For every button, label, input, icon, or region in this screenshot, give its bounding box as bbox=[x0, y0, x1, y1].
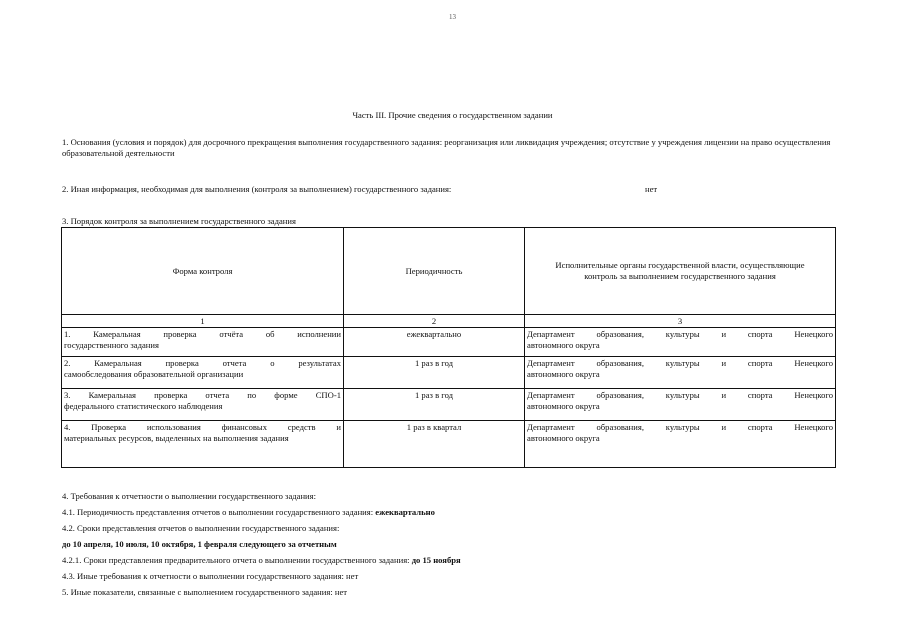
column-number: 2 bbox=[344, 315, 525, 328]
section-4-1-value: ежеквартально bbox=[375, 507, 435, 517]
section-4-2-value: до 10 апреля, 10 июля, 10 октября, 1 февраля следующего за отчетным bbox=[62, 539, 337, 549]
table-row bbox=[62, 328, 836, 357]
section-3-title: 3. Порядок контроля за выполнением государственного задания bbox=[62, 216, 296, 226]
table-number-row bbox=[62, 315, 836, 328]
section-4-title: 4. Требования к отчетности о выполнении государственного задания: bbox=[62, 491, 316, 501]
column-number: 1 bbox=[62, 315, 344, 328]
page-number: 13 bbox=[449, 13, 456, 21]
control-form-cell: 3. Камеральная проверка отчета по форме СПО-1 федерального статистического наблюдения bbox=[62, 389, 344, 421]
section-2-value: нет bbox=[645, 184, 658, 194]
header-organs bbox=[525, 228, 836, 315]
period-cell: 1 раз в квартал bbox=[344, 421, 525, 468]
organ-cell: Департамент образования, культуры и спорта Ненецкого автономного округа bbox=[525, 328, 836, 357]
control-form-cell: 1. Камеральная проверка отчёта об исполнении государственного задания bbox=[62, 328, 344, 357]
control-form-cell: 2. Камеральная проверка отчета о результатах самообследования образовательной организации bbox=[62, 357, 344, 389]
table-header-row bbox=[62, 228, 836, 315]
section-1-text: 1. Основания (условия и порядок) для досрочного прекращения выполнения государственного задания: реорганизация или ликвидация учреждения; отсутствие у учреждения лицензии на право осуществления образовательной деятельности bbox=[62, 137, 831, 158]
organ-cell: Департамент образования, культуры и спорта Ненецкого автономного округа bbox=[525, 357, 836, 389]
part-title: Часть III. Прочие сведения о государственном задании bbox=[352, 110, 553, 120]
section-5: 5. Иные показатели, связанные с выполнением государственного задания: нет bbox=[62, 587, 348, 597]
header-organs-text: Исполнительные органы государственной власти, осуществляющие контроль за выполнением государственного задания bbox=[555, 260, 805, 281]
table-row bbox=[62, 389, 836, 421]
header-form: Форма контроля bbox=[62, 228, 344, 315]
control-table bbox=[61, 227, 836, 468]
period-cell: 1 раз в год bbox=[344, 357, 525, 389]
section-4-3: 4.3. Иные требования к отчетности о выполнении государственного задания: нет bbox=[62, 571, 359, 581]
control-form-cell: 4. Проверка использования финансовых средств и материальных ресурсов, выделенных на выполнения задания bbox=[62, 421, 344, 468]
section-4-2-label: 4.2. Сроки представления отчетов о выполнении государственного задания: bbox=[62, 523, 340, 533]
section-4-2-1-value: до 15 ноября bbox=[411, 555, 461, 565]
section-4-2-1-label: 4.2.1. Сроки представления предварительного отчета о выполнении государственного задания: bbox=[62, 555, 412, 565]
period-cell: 1 раз в год bbox=[344, 389, 525, 421]
organ-cell: Департамент образования, культуры и спорта Ненецкого автономного округа bbox=[525, 389, 836, 421]
table-row bbox=[62, 357, 836, 389]
table-row bbox=[62, 421, 836, 468]
organ-cell: Департамент образования, культуры и спорта Ненецкого автономного округа bbox=[525, 421, 836, 468]
section-4-1-label: 4.1. Периодичность представления отчетов о выполнении государственного задания: bbox=[62, 507, 376, 517]
section-4-2-1 bbox=[62, 555, 842, 566]
section-4-1 bbox=[62, 507, 842, 518]
section-2-label: 2. Иная информация, необходимая для выполнения (контроля за выполнением) государственного задания: bbox=[62, 184, 452, 194]
header-period: Периодичность bbox=[344, 228, 525, 315]
column-number: 3 bbox=[525, 315, 836, 328]
period-cell: ежеквартально bbox=[344, 328, 525, 357]
